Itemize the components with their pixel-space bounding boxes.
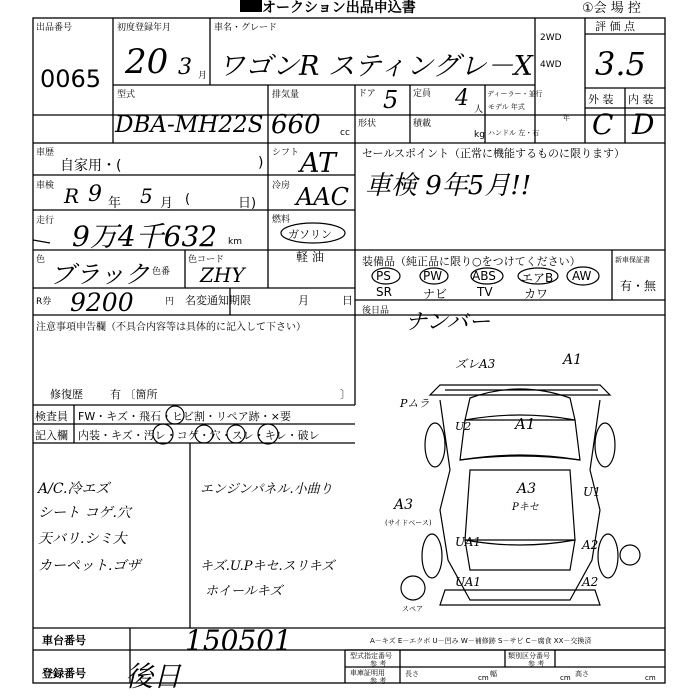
length-label: 長さ	[405, 670, 419, 678]
repair-value: 有 〔箇所	[110, 388, 158, 401]
ext-label: 外 装	[588, 93, 614, 106]
equip-navi: ナビ	[423, 287, 448, 301]
equip-abs: ABS	[472, 269, 496, 283]
ref1: 参 考	[370, 660, 387, 668]
color-code-label: 色コード	[188, 255, 225, 265]
inspector-row1: FW・キズ・飛石・ヒビ割・リペア跡・×要	[78, 410, 291, 423]
change-date-month: 月	[298, 294, 309, 307]
mark-top-left: ズレA3	[455, 357, 496, 371]
mileage-value: 9万4千632	[72, 220, 218, 253]
inspector-row2-label: 記入欄	[35, 429, 68, 442]
first-reg-year: 20	[125, 42, 169, 82]
recycle-label: R券	[36, 297, 52, 307]
dealer-parallel: ディーラー・並行	[487, 90, 543, 98]
color-value: ブラック	[50, 260, 150, 289]
equip-aw: AW	[572, 269, 592, 283]
color-code: ZHY	[200, 263, 245, 287]
remark-left-3: 天バリ.シミ大	[38, 531, 127, 547]
remark-left-1: A/C.冷エズ	[38, 481, 110, 497]
dealer-handle: ハンドル 左・右	[488, 129, 540, 137]
width-label: 幅	[490, 670, 497, 678]
equip-airbag: エアB	[521, 271, 554, 285]
inspection-label: 車検	[36, 181, 55, 191]
after-reg-label: 後日品	[362, 306, 390, 316]
remark-right-1: エンジンパネル.小曲り	[200, 482, 333, 497]
first-reg-month-unit: 月	[198, 71, 208, 81]
capacity-unit: 人	[474, 105, 484, 115]
capacity-value: 4	[455, 86, 469, 111]
remark-right-3: ホイールキズ	[205, 584, 283, 599]
chassis-value: 150501	[185, 624, 292, 657]
after-reg-value: ナンバー	[405, 310, 491, 335]
repair-close: 〕	[340, 388, 351, 401]
inspection-year-unit: 年	[108, 196, 122, 211]
ref3: 参 考	[370, 677, 387, 685]
drive-2wd: 2WD	[540, 33, 562, 43]
mileage-label: 走行	[36, 216, 55, 226]
int-value: D	[632, 108, 655, 141]
mark-roof: A1	[515, 415, 536, 433]
fuel-gasoline: ガソリン	[288, 228, 332, 241]
int-label: 内 装	[628, 93, 654, 106]
remark-left-2: シート コゲ.穴	[38, 505, 131, 521]
model-label: 型式	[117, 90, 136, 100]
inspection-day-unit: 日)	[238, 196, 257, 211]
equip-pw: PW	[423, 269, 443, 283]
reg-number-value: 後日	[125, 660, 182, 693]
first-reg-label: 初度登録年月	[117, 23, 172, 33]
equip-tv: TV	[477, 285, 493, 299]
history-close: )	[258, 155, 264, 171]
mark-bonnet-sub: Pキセ	[512, 502, 539, 513]
first-reg-month: 3	[178, 55, 192, 80]
color-num-label: 色番	[152, 267, 171, 277]
history-value: 自家用・(	[60, 158, 122, 174]
score-value: 3.5	[595, 45, 646, 83]
inspection-month: 5	[140, 184, 153, 208]
inspection-year: 9	[88, 182, 102, 207]
ac-label: 冷房	[272, 181, 291, 191]
equip-leather: カワ	[524, 287, 549, 301]
remark-left-4: カーペット.ゴザ	[38, 558, 141, 574]
dealer-model-year: モデル 年式	[488, 103, 525, 111]
change-date-label: 名変通知期限	[185, 294, 251, 307]
equip-ps: PS	[376, 269, 391, 283]
mark-door-right: A2	[582, 538, 599, 552]
drive-4wd: 4WD	[540, 60, 562, 70]
sales-point-value: 車検 9年5月!!	[365, 171, 532, 201]
mark-rear-right: A2	[582, 575, 599, 589]
load-unit: kg	[474, 130, 485, 140]
inspection-era: R	[64, 184, 80, 208]
lot-number: 0065	[40, 65, 102, 93]
width-unit: cm	[560, 674, 571, 682]
door-label: ドア	[358, 89, 376, 99]
color-label: 色	[36, 255, 46, 265]
mark-door-left: UA1	[455, 535, 482, 549]
remark-right-2: キズ.U.Pキセ.スリキズ	[200, 559, 335, 574]
mark-antenna: Pムラ	[400, 397, 430, 410]
displacement-unit: cc	[340, 128, 350, 138]
notes-label: 注意事項申告欄（不具合内容等は具体的に記入して下さい）	[36, 322, 306, 333]
mark-left-side-sub: (サイドベース)	[385, 519, 432, 527]
chassis-label: 車台番号	[42, 634, 86, 647]
recycle-unit: 円	[165, 297, 175, 307]
length-unit: cm	[478, 674, 489, 682]
car-name-label: 車名・グレード	[214, 23, 278, 33]
sales-point-label: セールスポイント（正常に機能するものに限ります）	[362, 147, 626, 160]
car-name-value: ワゴンR スティングレ－X	[218, 51, 533, 82]
class-label: 類別区分番号	[508, 652, 550, 660]
dealer-year-unit: 年	[563, 114, 570, 122]
shift-value: AT	[300, 148, 337, 179]
shape-label: 形状	[358, 119, 377, 129]
mark-bonnet: A3	[517, 481, 537, 497]
height-label: 高さ	[575, 670, 589, 678]
mark-left-side: A3	[394, 497, 414, 513]
fuel-diesel: 軽 油	[296, 250, 324, 264]
venue-label: ①会 場 控	[582, 1, 641, 16]
repair-label: 修復歴	[50, 388, 83, 401]
ref2: 参 考	[528, 660, 545, 668]
inspector-row2: 内装・キズ・汚レ・コゲ・穴・スレ・キレ・破レ	[78, 429, 320, 442]
ext-value: C	[592, 108, 614, 141]
inspector-row1-label: 検査員	[35, 410, 68, 423]
equip-sr: SR	[376, 285, 392, 299]
equipment-label: 装備品（純正品に限り○をつけてください）	[362, 255, 581, 268]
type-label: 型式指定番号	[350, 652, 392, 660]
inspection-month-unit: 月	[160, 196, 174, 211]
mark-u2: U2	[455, 420, 472, 433]
capacity-label: 定員	[413, 89, 432, 99]
warranty-label: 新車保証書	[615, 256, 650, 264]
mark-spare: スペア	[402, 605, 423, 613]
history-label: 車歴	[36, 148, 55, 158]
inspection-day-open: (	[185, 192, 191, 207]
ac-value: AAC	[296, 183, 350, 211]
change-date-day: 日	[342, 294, 353, 307]
mark-rear-left: UA1	[455, 575, 482, 589]
displacement-label: 排気量	[272, 90, 300, 100]
displacement-value: 660	[271, 110, 321, 140]
reg-number-label: 登録番号	[42, 667, 86, 680]
mark-top-right: A1	[563, 352, 583, 368]
fuel-label: 燃料	[272, 215, 291, 225]
cert-label: 車庫証明用	[350, 669, 385, 677]
mileage-unit: km	[228, 237, 242, 247]
header-title: オークション出品申込書	[262, 0, 416, 16]
load-label: 積載	[413, 119, 432, 129]
door-value: 5	[383, 86, 399, 114]
warranty-value: 有・無	[620, 279, 657, 293]
mark-right-side: U1	[583, 485, 601, 499]
damage-legend: A－キズ E－エクボ U－凹み W－補修跡 S－サビ C－腐食 XX－交換済	[370, 637, 592, 645]
recycle-value: 9200	[70, 288, 134, 317]
score-label: 評 価 点	[595, 20, 635, 33]
height-unit: cm	[645, 674, 656, 682]
shift-label: シフト	[272, 148, 300, 158]
lot-label: 出品番号	[36, 23, 73, 33]
model-value: DBA-MH22S	[115, 112, 264, 138]
